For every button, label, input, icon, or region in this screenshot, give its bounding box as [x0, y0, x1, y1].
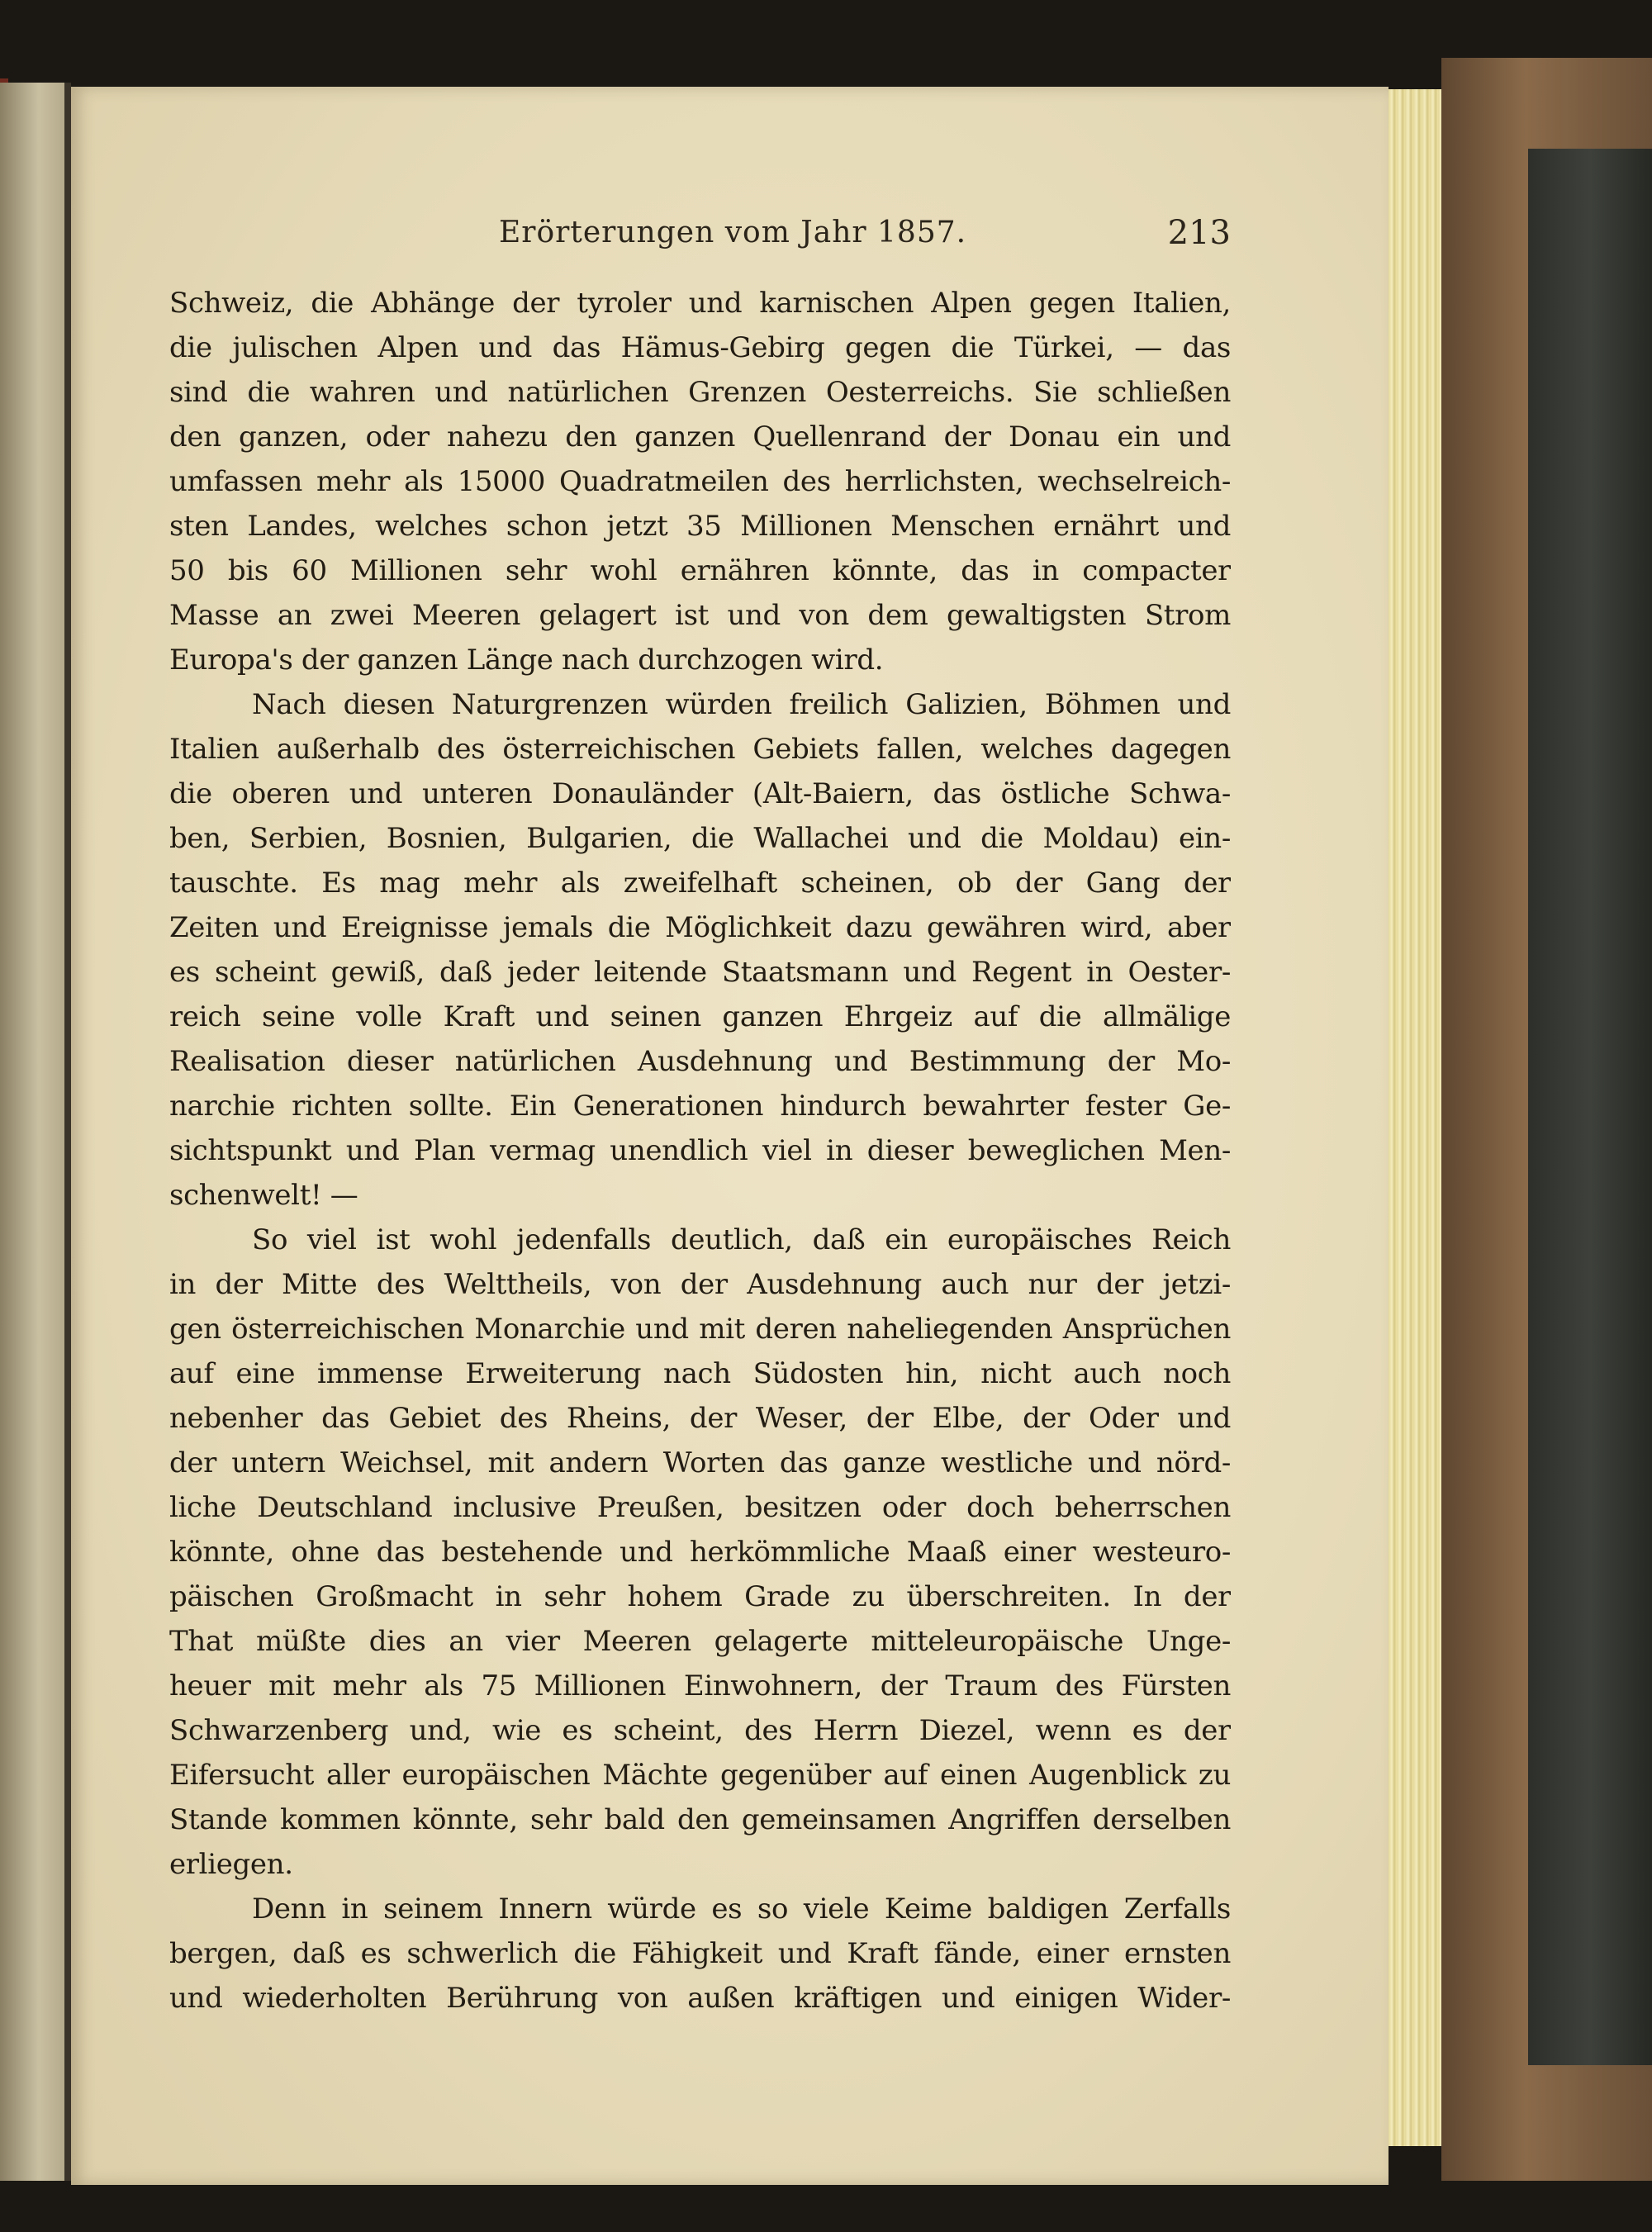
text-line: Denn in seinem Innern würde es so viele Keime baldigen Zerfalls — [252, 1892, 1231, 1926]
text-line: auf eine immense Erweiterung nach Südosten hin, nicht auch noch — [169, 1357, 1231, 1390]
text-line: nebenher das Gebiet des Rheins, der Weser, der Elbe, der Oder und — [169, 1402, 1231, 1435]
text-line: Eifersucht aller europäischen Mächte gegenüber auf einen Augenblick zu — [169, 1759, 1231, 1792]
text-line: tauschte. Es mag mehr als zweifelhaft scheinen, ob der Gang der — [169, 867, 1231, 900]
text-line: der untern Weichsel, mit andern Worten das ganze westliche und nörd- — [169, 1446, 1231, 1479]
text-line: schenwelt! — — [169, 1179, 358, 1212]
text-line: So viel ist wohl jedenfalls deutlich, daß ein europäisches Reich — [252, 1223, 1231, 1256]
text-line: Masse an zwei Meeren gelagert ist und von dem gewaltigsten Strom — [169, 599, 1231, 632]
text-line: Zeiten und Ereignisse jemals die Möglichkeit dazu gewähren wird, aber — [169, 911, 1231, 944]
text-line: Stande kommen könnte, sehr bald den gemeinsamen Angriffen derselben — [169, 1803, 1231, 1836]
book-gutter — [64, 83, 71, 2181]
text-line: sichtspunkt und Plan vermag unendlich viel in dieser beweglichen Men- — [169, 1134, 1231, 1167]
page-header — [0, 208, 1652, 258]
text-line: Nach diesen Naturgrenzen würden freilich Galizien, Böhmen und — [252, 688, 1231, 721]
gilt-page-edges — [1389, 89, 1441, 2146]
text-line: Schwarzenberg und, wie es scheint, des Herrn Diezel, wenn es der — [169, 1714, 1231, 1747]
text-line: erliegen. — [169, 1848, 293, 1881]
text-line: sind die wahren und natürlichen Grenzen Oesterreichs. Sie schließen — [169, 376, 1231, 409]
text-line: könnte, ohne das bestehende und herkömmliche Maaß einer westeuro- — [169, 1536, 1231, 1569]
text-line: 50 bis 60 Millionen sehr wohl ernähren könnte, das in compacter — [169, 554, 1231, 587]
text-line: in der Mitte des Welttheils, von der Ausdehnung auch nur der jetzi- — [169, 1268, 1231, 1301]
text-line: That müßte dies an vier Meeren gelagerte mitteleuropäische Unge- — [169, 1625, 1231, 1658]
text-line: den ganzen, oder nahezu den ganzen Quellenrand der Donau ein und — [169, 420, 1231, 454]
text-line: narchie richten sollte. Ein Generationen hindurch bewahrter fester Ge- — [169, 1090, 1231, 1123]
page-number: 213 — [1167, 214, 1231, 252]
text-line: Europa's der ganzen Länge nach durchzogen wird. — [169, 643, 884, 677]
text-line: und wiederholten Berührung von außen kräftigen und einigen Wider- — [169, 1982, 1231, 2015]
running-title: Erörterungen vom Jahr 1857. — [499, 216, 967, 249]
text-line: die oberen und unteren Donauländer (Alt-Baiern, das östliche Schwa- — [169, 777, 1231, 810]
text-line: umfassen mehr als 15000 Quadratmeilen des herrlichsten, wechselreich- — [169, 465, 1231, 498]
text-line: Italien außerhalb des österreichischen Gebiets fallen, welches dagegen — [169, 733, 1231, 766]
text-line: die julischen Alpen und das Hämus-Gebirg gegen die Türkei, — das — [169, 331, 1231, 364]
text-line: Schweiz, die Abhänge der tyroler und karnischen Alpen gegen Italien, — [169, 287, 1231, 320]
text-line: Realisation dieser natürlichen Ausdehnung und Bestimmung der Mo- — [169, 1045, 1231, 1078]
text-line: reich seine volle Kraft und seinen ganzen Ehrgeiz auf die allmälige — [169, 1000, 1231, 1033]
text-line: es scheint gewiß, daß jeder leitende Staatsmann und Regent in Oester- — [169, 956, 1231, 989]
left-facing-page-edge — [0, 83, 66, 2181]
text-line: päischen Großmacht in sehr hohem Grade zu überschreiten. In der — [169, 1580, 1231, 1613]
text-line: ben, Serbien, Bosnien, Bulgarien, die Wallachei und die Moldau) ein- — [169, 822, 1231, 855]
text-line: gen österreichischen Monarchie und mit deren naheliegenden Ansprüchen — [169, 1313, 1231, 1346]
book-spine — [1528, 149, 1652, 2065]
text-line: sten Landes, welches schon jetzt 35 Millionen Menschen ernährt und — [169, 510, 1231, 543]
text-line: liche Deutschland inclusive Preußen, besitzen oder doch beherrschen — [169, 1491, 1231, 1524]
text-line: heuer mit mehr als 75 Millionen Einwohnern, der Traum des Fürsten — [169, 1669, 1231, 1702]
text-line: bergen, daß es schwerlich die Fähigkeit und Kraft fände, einer ernsten — [169, 1937, 1231, 1970]
body-text — [169, 281, 1231, 2021]
